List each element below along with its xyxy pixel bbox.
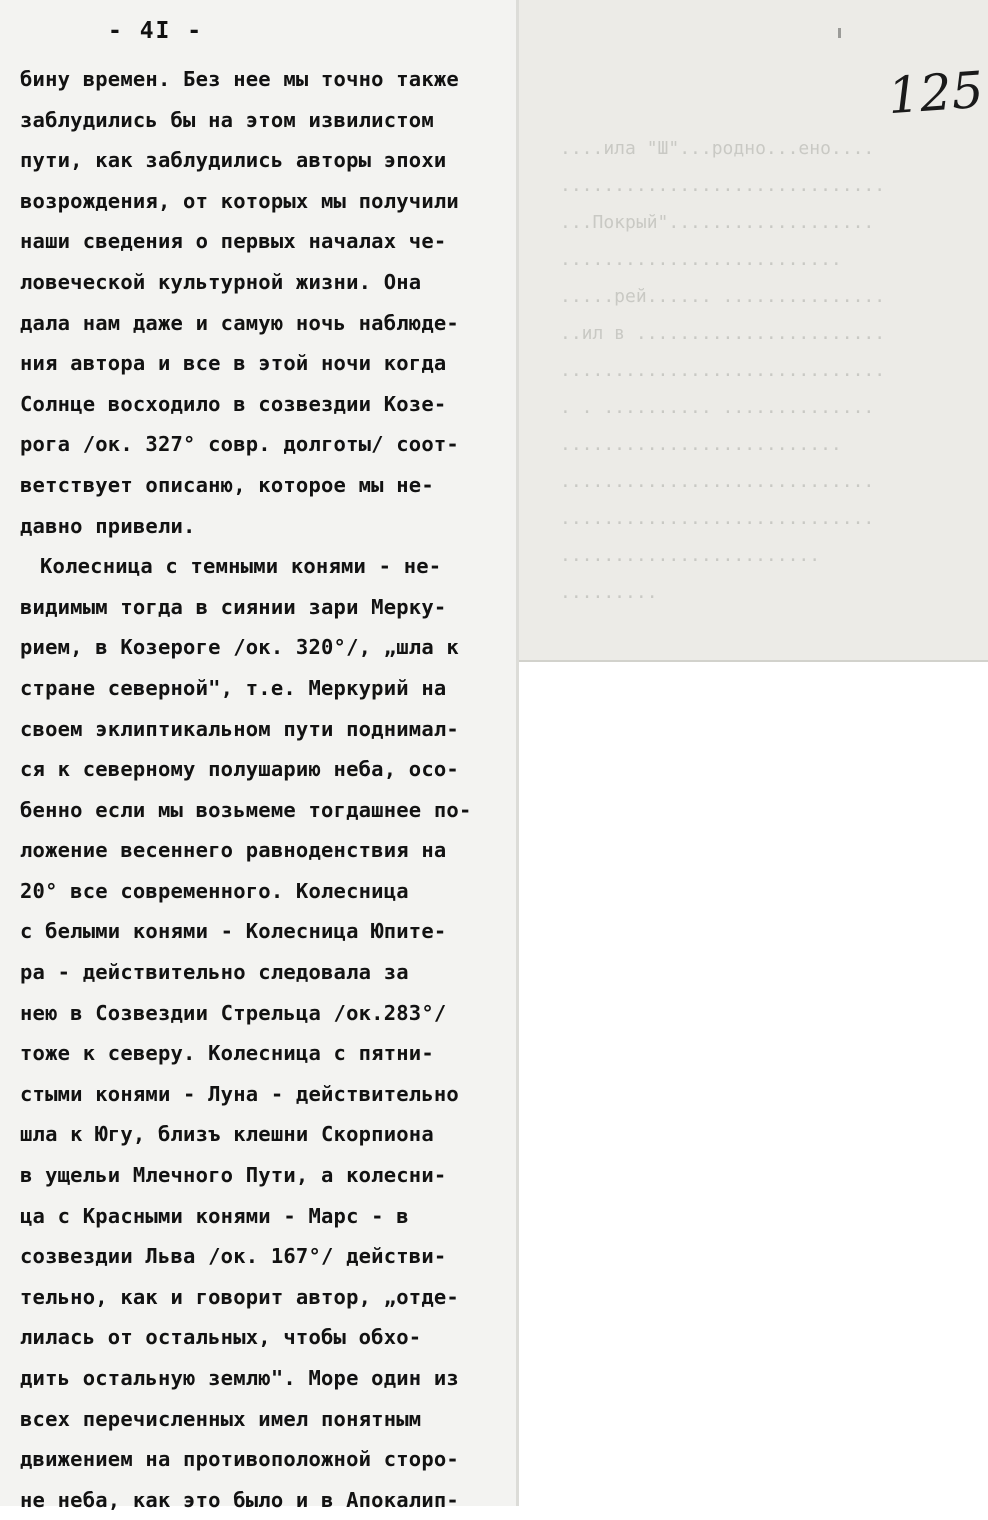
text-line: движением на противоположной сторо- [20,1447,459,1472]
text-line: возрождения, от которых мы получили [20,188,459,213]
text-line: своем эклиптикальном пути поднимал- [20,716,459,741]
margin-mark [838,28,841,38]
text-line: ложение весеннего равноденствия на [20,838,447,863]
text-line: ветствует описаню, которое мы не- [20,472,434,497]
text-line: бину времен. Без нее мы точно также [20,67,459,91]
text-line: пути, как заблудились авторы эпохи [20,148,447,173]
text-line: стране северной", т.е. Меркурий на [20,675,447,700]
text-line: наши сведения о первых началах че- [20,229,447,254]
text-line: ловеческой культурной жизни. Она [20,269,422,294]
text-line: лилась от остальных, чтобы обхо- [20,1325,422,1350]
text-line: 20° все современного. Колесница [20,878,409,903]
text-line: рием, в Козероге /ок. 320°/, „шла к [20,635,459,660]
text-line: всех перечисленных имел понятным [20,1406,422,1431]
text-line: в ущельи Млечного Пути, а колесни- [20,1163,447,1188]
text-line: не неба, как это было и в Апокалип- [20,1487,459,1512]
text-line: нею в Созвездии Стрельца /ок.283°/ [20,1000,447,1025]
text-line: ся к северному полушарию неба, осо- [20,757,459,782]
text-line: Колесница с темными конями - не- [40,554,442,579]
page-number: - 4I - [108,18,204,44]
text-line: ра - действительно следовала за [20,960,409,985]
text-line: тоже к северу. Колесница с пятни- [20,1041,434,1066]
text-line: заблудились бы на этом извилистом [20,107,434,132]
text-line: давно привели. [20,513,196,538]
text-line: ца с Красными конями - Марс - в [20,1203,409,1228]
typewritten-text [20,59,498,1520]
text-line: стыми конями - Луна - действительно [20,1081,459,1106]
text-line: видимым тогда в сиянии зари Мерку- [20,594,447,619]
text-line: с белыми конями - Колесница Юпите- [20,919,447,944]
folio-number: 125 [886,60,986,126]
text-line: рога /ок. 327° совр. долготы/ соот- [20,432,459,457]
text-line: ния автора и все в этой ночи когда [20,351,447,376]
text-line: дить остальную землю". Море один из [20,1366,459,1390]
text-line: Солнце восходило в созвездии Козе- [20,391,447,416]
text-line: бенно если мы возьмеме тогдашнее по- [20,797,472,822]
text-line: шла к Югу, близъ клешни Скорпиона [20,1122,434,1147]
bleed-through-text: ....ила "Ш"...родно...ено.... .............................. ...Покрый"................... .......................... .....рей...... ............... ..ил в ....................... .............................. . . .......... .............. .......................... ............................. ............................. ........................ ......... [560,138,886,603]
text-line: дала нам даже и самую ночь наблюде- [20,310,459,335]
text-line: созвездии Льва /ок. 167°/ действи- [20,1244,447,1269]
text-line: тельно, как и говорит автор, „отде- [20,1284,459,1309]
